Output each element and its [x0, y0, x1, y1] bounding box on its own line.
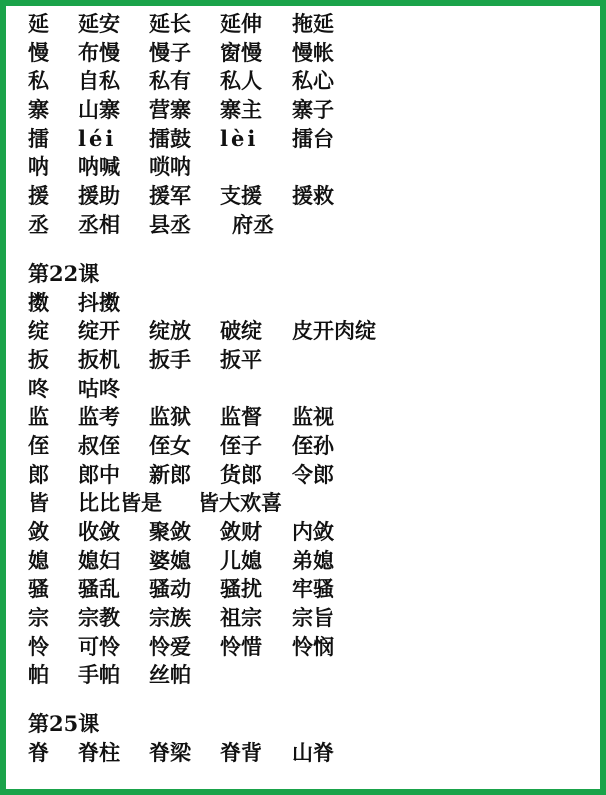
word: 拖延 [292, 11, 334, 36]
word: 内敛 [292, 519, 334, 544]
word-row [28, 211, 600, 254]
word: 援助 [78, 183, 120, 209]
word: 丝帕 [149, 662, 191, 688]
lesson-25-section [28, 710, 600, 767]
word: 咕咚 [78, 375, 120, 401]
word: 侄子 [220, 432, 262, 458]
word: 唢呐 [149, 154, 191, 180]
character: 擞 [28, 289, 49, 315]
word: 擂台 [292, 125, 334, 151]
word: 脊梁 [149, 740, 191, 766]
word: 支援 [220, 183, 262, 209]
character: 宗 [28, 605, 49, 631]
word: 慢子 [149, 39, 191, 65]
word-row [28, 489, 600, 518]
lesson-22-section [28, 260, 600, 705]
word-row [28, 10, 600, 39]
top-section [28, 10, 600, 254]
word: 牢骚 [292, 576, 334, 602]
character: 私 [28, 68, 49, 94]
lesson-title: 第25课 [28, 711, 100, 737]
word: 呐喊 [78, 154, 120, 180]
word: 收敛 [78, 519, 120, 544]
word: 监督 [220, 404, 262, 430]
word-row [28, 661, 600, 704]
character: 监 [28, 404, 49, 430]
word-row [28, 182, 600, 211]
word: 比比皆是 [78, 490, 162, 516]
word: 山寨 [78, 97, 120, 123]
word: 骚乱 [78, 576, 120, 602]
word: 寨主 [220, 97, 262, 123]
word: 监视 [292, 404, 334, 430]
word: 窗慢 [220, 39, 262, 65]
word: 府丞 [232, 211, 274, 237]
word: 扳平 [220, 346, 262, 372]
word: 敛财 [220, 519, 262, 544]
word: 骚动 [149, 576, 191, 602]
word: 扳手 [149, 346, 191, 372]
word-row [28, 575, 600, 604]
word-row [28, 96, 600, 125]
character: 脊 [28, 740, 49, 766]
word: 援救 [292, 183, 334, 209]
word: 骚扰 [220, 576, 262, 602]
character: 帕 [28, 662, 49, 688]
word: 县丞 [149, 211, 191, 237]
word-row [28, 432, 600, 461]
character: 怜 [28, 633, 49, 659]
word: 货郎 [220, 461, 262, 487]
word-row [28, 346, 600, 375]
word: 儿媳 [220, 547, 262, 573]
word: 私心 [292, 68, 334, 94]
character: 援 [28, 183, 49, 209]
word-row [28, 317, 600, 346]
word: 布慢 [78, 39, 120, 65]
character: 寨 [28, 97, 49, 123]
word: 弟媳 [292, 547, 334, 573]
character: 呐 [28, 154, 49, 180]
word: 令郎 [292, 461, 334, 487]
word: 郎中 [78, 461, 120, 487]
character: 郎 [28, 461, 49, 487]
word-row [28, 289, 600, 318]
word: 监狱 [149, 404, 191, 430]
word: 寨子 [292, 97, 334, 123]
character: 骚 [28, 576, 49, 602]
character: 扳 [28, 346, 49, 372]
word-row [28, 153, 600, 182]
word: 监考 [78, 404, 120, 430]
word-row [28, 547, 600, 576]
lesson-heading [28, 260, 600, 289]
word: 扳机 [78, 346, 120, 372]
character: 敛 [28, 519, 49, 544]
word: 丞相 [78, 211, 120, 237]
word: 婆媳 [149, 547, 191, 573]
word-row [28, 739, 600, 768]
word-row [28, 633, 600, 662]
character: 媳 [28, 547, 49, 573]
word: 延安 [78, 11, 120, 36]
word-row [28, 604, 600, 633]
word: 脊柱 [78, 740, 120, 766]
word-row [28, 67, 600, 96]
word: 叔侄 [78, 432, 120, 458]
word: 宗旨 [292, 605, 334, 631]
lesson-heading [28, 710, 600, 739]
word-row [28, 39, 600, 68]
word: 皆大欢喜 [198, 490, 282, 516]
word: 私人 [220, 68, 262, 94]
word: 绽放 [149, 318, 191, 344]
pinyin: lèi [220, 125, 259, 151]
word: 山脊 [292, 740, 334, 766]
word: 手帕 [78, 662, 120, 688]
word: 侄女 [149, 432, 191, 458]
word: 自私 [78, 68, 120, 94]
vocabulary-list [28, 10, 600, 768]
character: 咚 [28, 375, 49, 401]
character: 慢 [28, 39, 49, 65]
lesson-title: 第22课 [28, 260, 100, 286]
word: 媳妇 [78, 547, 120, 573]
word: 延长 [149, 11, 191, 36]
word-row [28, 461, 600, 490]
character: 丞 [28, 211, 49, 237]
character: 擂 [28, 125, 49, 151]
word: 皮开肉绽 [292, 318, 376, 344]
character: 延 [28, 11, 49, 36]
word: 聚敛 [149, 519, 191, 544]
word: 破绽 [220, 318, 262, 344]
word-row [28, 518, 600, 547]
word: 脊背 [220, 740, 262, 766]
word-row [28, 125, 600, 154]
word: 援军 [149, 183, 191, 209]
word: 宗族 [149, 605, 191, 631]
word: 营寨 [149, 97, 191, 123]
character: 侄 [28, 432, 49, 458]
word: 新郎 [149, 461, 191, 487]
character: 皆 [28, 490, 49, 516]
word: 侄孙 [292, 432, 334, 458]
word: 擂鼓 [149, 125, 191, 151]
word: 延伸 [220, 11, 262, 36]
word-row [28, 375, 600, 404]
word: 怜悯 [292, 633, 334, 659]
word: 怜爱 [149, 633, 191, 659]
word: 绽开 [78, 318, 120, 344]
pinyin: léi [78, 125, 117, 151]
character: 绽 [28, 318, 49, 344]
word: 怜惜 [220, 633, 262, 659]
word: 祖宗 [220, 605, 262, 631]
word: 可怜 [78, 633, 120, 659]
word-row [28, 403, 600, 432]
word: 慢帐 [292, 39, 334, 65]
word: 私有 [149, 68, 191, 94]
word: 抖擞 [78, 289, 120, 315]
word: 宗教 [78, 605, 120, 631]
